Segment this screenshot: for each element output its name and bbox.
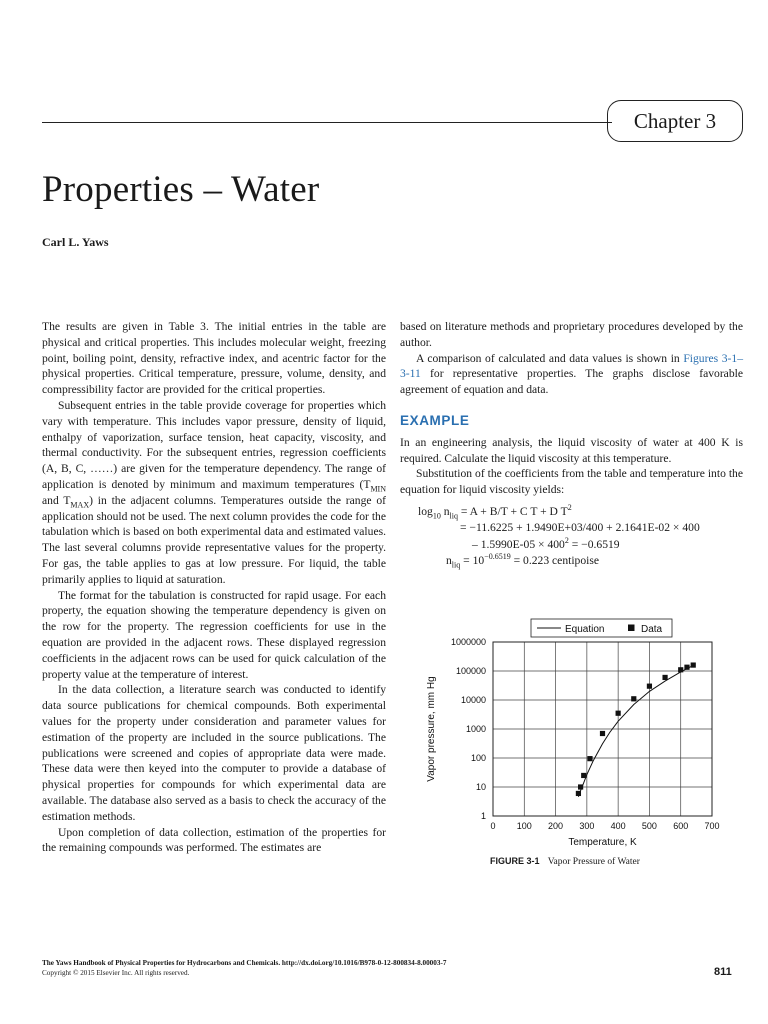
- legend-marker-symbol: [628, 625, 635, 632]
- x-axis-label: Temperature, K: [568, 837, 637, 848]
- data-point-marker: [587, 756, 592, 761]
- example-heading: EXAMPLE: [400, 412, 470, 428]
- x-tick-label: 200: [548, 821, 564, 831]
- figure-caption: [490, 856, 640, 867]
- data-point-marker: [576, 791, 581, 796]
- right-column: [400, 319, 743, 570]
- paragraph: In an engineering analysis, the liquid viscosity of water at 400 K is required. Calculate the liquid viscosity at this temperature.: [400, 435, 743, 465]
- data-point-marker: [600, 731, 605, 736]
- vapor-pressure-chart: [418, 612, 718, 852]
- equation-line: – $1.5990E-05 \times 400^2 = -0.6519$: [472, 536, 620, 551]
- x-tick-label: 400: [610, 821, 626, 831]
- paragraph: In the data collection, a literature search was conducted to identify data source publications for chemical compounds. Both experimental values for the property under consideration and parameter values for estimation of the property are included in the source publications. The publications were screened and copies of appropriate data were made. These data were then keyed into the computer to provide a database of physical properties for compounds for which experimental data are available. The database also served as a basis to check the accuracy of the estimation methods.: [42, 683, 386, 823]
- data-point-marker: [678, 667, 683, 672]
- footer-copyright: Copyright © 2015 Elsevier Inc. All rights reserved.: [42, 969, 190, 977]
- y-tick-label: 100000: [455, 666, 486, 676]
- figures-link[interactable]: Figures 3-1–3-11: [400, 351, 743, 381]
- data-point-marker: [581, 773, 586, 778]
- left-column: [42, 319, 386, 856]
- author-name: Carl L. Yaws: [42, 235, 109, 249]
- data-point-marker: [691, 662, 696, 667]
- x-tick-label: 0: [490, 821, 496, 831]
- x-tick-label: 700: [704, 821, 720, 831]
- data-point-marker: [578, 784, 583, 789]
- legend-label-equation: Equation: [565, 624, 605, 635]
- x-tick-label: 600: [673, 821, 689, 831]
- paragraph: The format for the tabulation is constructed for rapid usage. For each property, the equation showing the temperature dependency is given on the row for the property. The regression coefficients for use in the equation are provided in the adjacent rows. These displayed regression coefficients in the adjacent rows can be used for quick calculation of the property value at the temperature of interest.: [42, 588, 386, 681]
- data-point-marker: [684, 665, 689, 670]
- equation-line: = −11.6225 + 1.9490E+03/400 + 2.1641E-02 × 400: [460, 521, 700, 535]
- chapter-label: Chapter 3: [607, 100, 743, 142]
- y-axis-label: Vapor pressure, mm Hg: [426, 676, 437, 782]
- x-tick-label: 100: [516, 821, 532, 831]
- header-rule: [42, 122, 612, 123]
- paragraph: Subsequent entries in the table provide coverage for properties which vary with temperature. This includes vapor pressure, density of liquid, enthalpy of vaporization, surface tension, heat capacity, viscosity, and thermal conductivity. For the subsequent entries, regression coefficients (A, B, C, ……) are given for the temperature dependency. The range of application is denoted by minimum and maximum temperatures ($T_{MIN}$ and $T_{MAX}$) in the adjacent columns. Temperatures outside the range of application should not be used. The next column provides the code for the tabulation which is based on both experimental data and estimated values. The last several columns provide representative values for the property. For gas, the table applies to gas at low pressure. For liquid, the table primarily applies to liquid at saturation.: [42, 398, 386, 586]
- paragraph: based on literature methods and proprietary procedures developed by the author.: [400, 320, 743, 349]
- x-tick-label: 300: [579, 821, 595, 831]
- equation-line: $n_{liq} = 10^{-0.6519} = 0.223$ centipoise: [446, 552, 600, 570]
- y-tick-label: 100: [470, 753, 486, 763]
- data-point-marker: [616, 711, 621, 716]
- equation-line: $\log_{10} n_{liq} = A + B/T + C$ T + D $T^2$: [418, 503, 572, 521]
- y-tick-label: 1000000: [450, 637, 486, 647]
- paragraph: A comparison of calculated and data values is shown in Figures 3-1–3-11 for representative properties. The graphs disclose favorable agreement of equation and data.: [400, 351, 743, 397]
- equation-block: [400, 504, 743, 570]
- series-line-equation: [578, 665, 695, 797]
- data-point-marker: [647, 684, 652, 689]
- y-tick-label: 10000: [460, 695, 486, 705]
- y-tick-label: 10: [475, 782, 486, 792]
- y-tick-label: 1: [480, 811, 486, 821]
- figure-number: FIGURE 3-1: [490, 856, 540, 866]
- data-point-marker: [631, 696, 636, 701]
- paragraph: Substitution of the coefficients from the table and temperature into the equation for liquid viscosity yields:: [400, 467, 743, 497]
- x-tick-label: 500: [641, 821, 657, 831]
- legend-label-data: Data: [641, 624, 663, 635]
- footer-book-citation: The Yaws Handbook of Physical Properties for Hydrocarbons and Chemicals. http://dx.doi.org/10.1016/B978-0-12-800834-8.00003-7: [42, 959, 447, 967]
- paragraph: The results are given in Table 3. The initial entries in the table are physical and critical properties. This includes molecular weight, freezing point, boiling point, density, refractive index, and acentric factor for the physical properties. Critical temperature, pressure, volume, density, and compressibility factor are provided for the critical properties.: [42, 320, 386, 397]
- page-number: 811: [714, 966, 732, 978]
- data-point-marker: [662, 675, 667, 680]
- page-title: Properties – Water: [42, 169, 320, 210]
- y-tick-label: 1000: [465, 724, 486, 734]
- figure-caption-text: Vapor Pressure of Water: [547, 857, 640, 867]
- paragraph: Upon completion of data collection, estimation of the properties for the remaining compounds was performed. The estimates are: [42, 825, 386, 855]
